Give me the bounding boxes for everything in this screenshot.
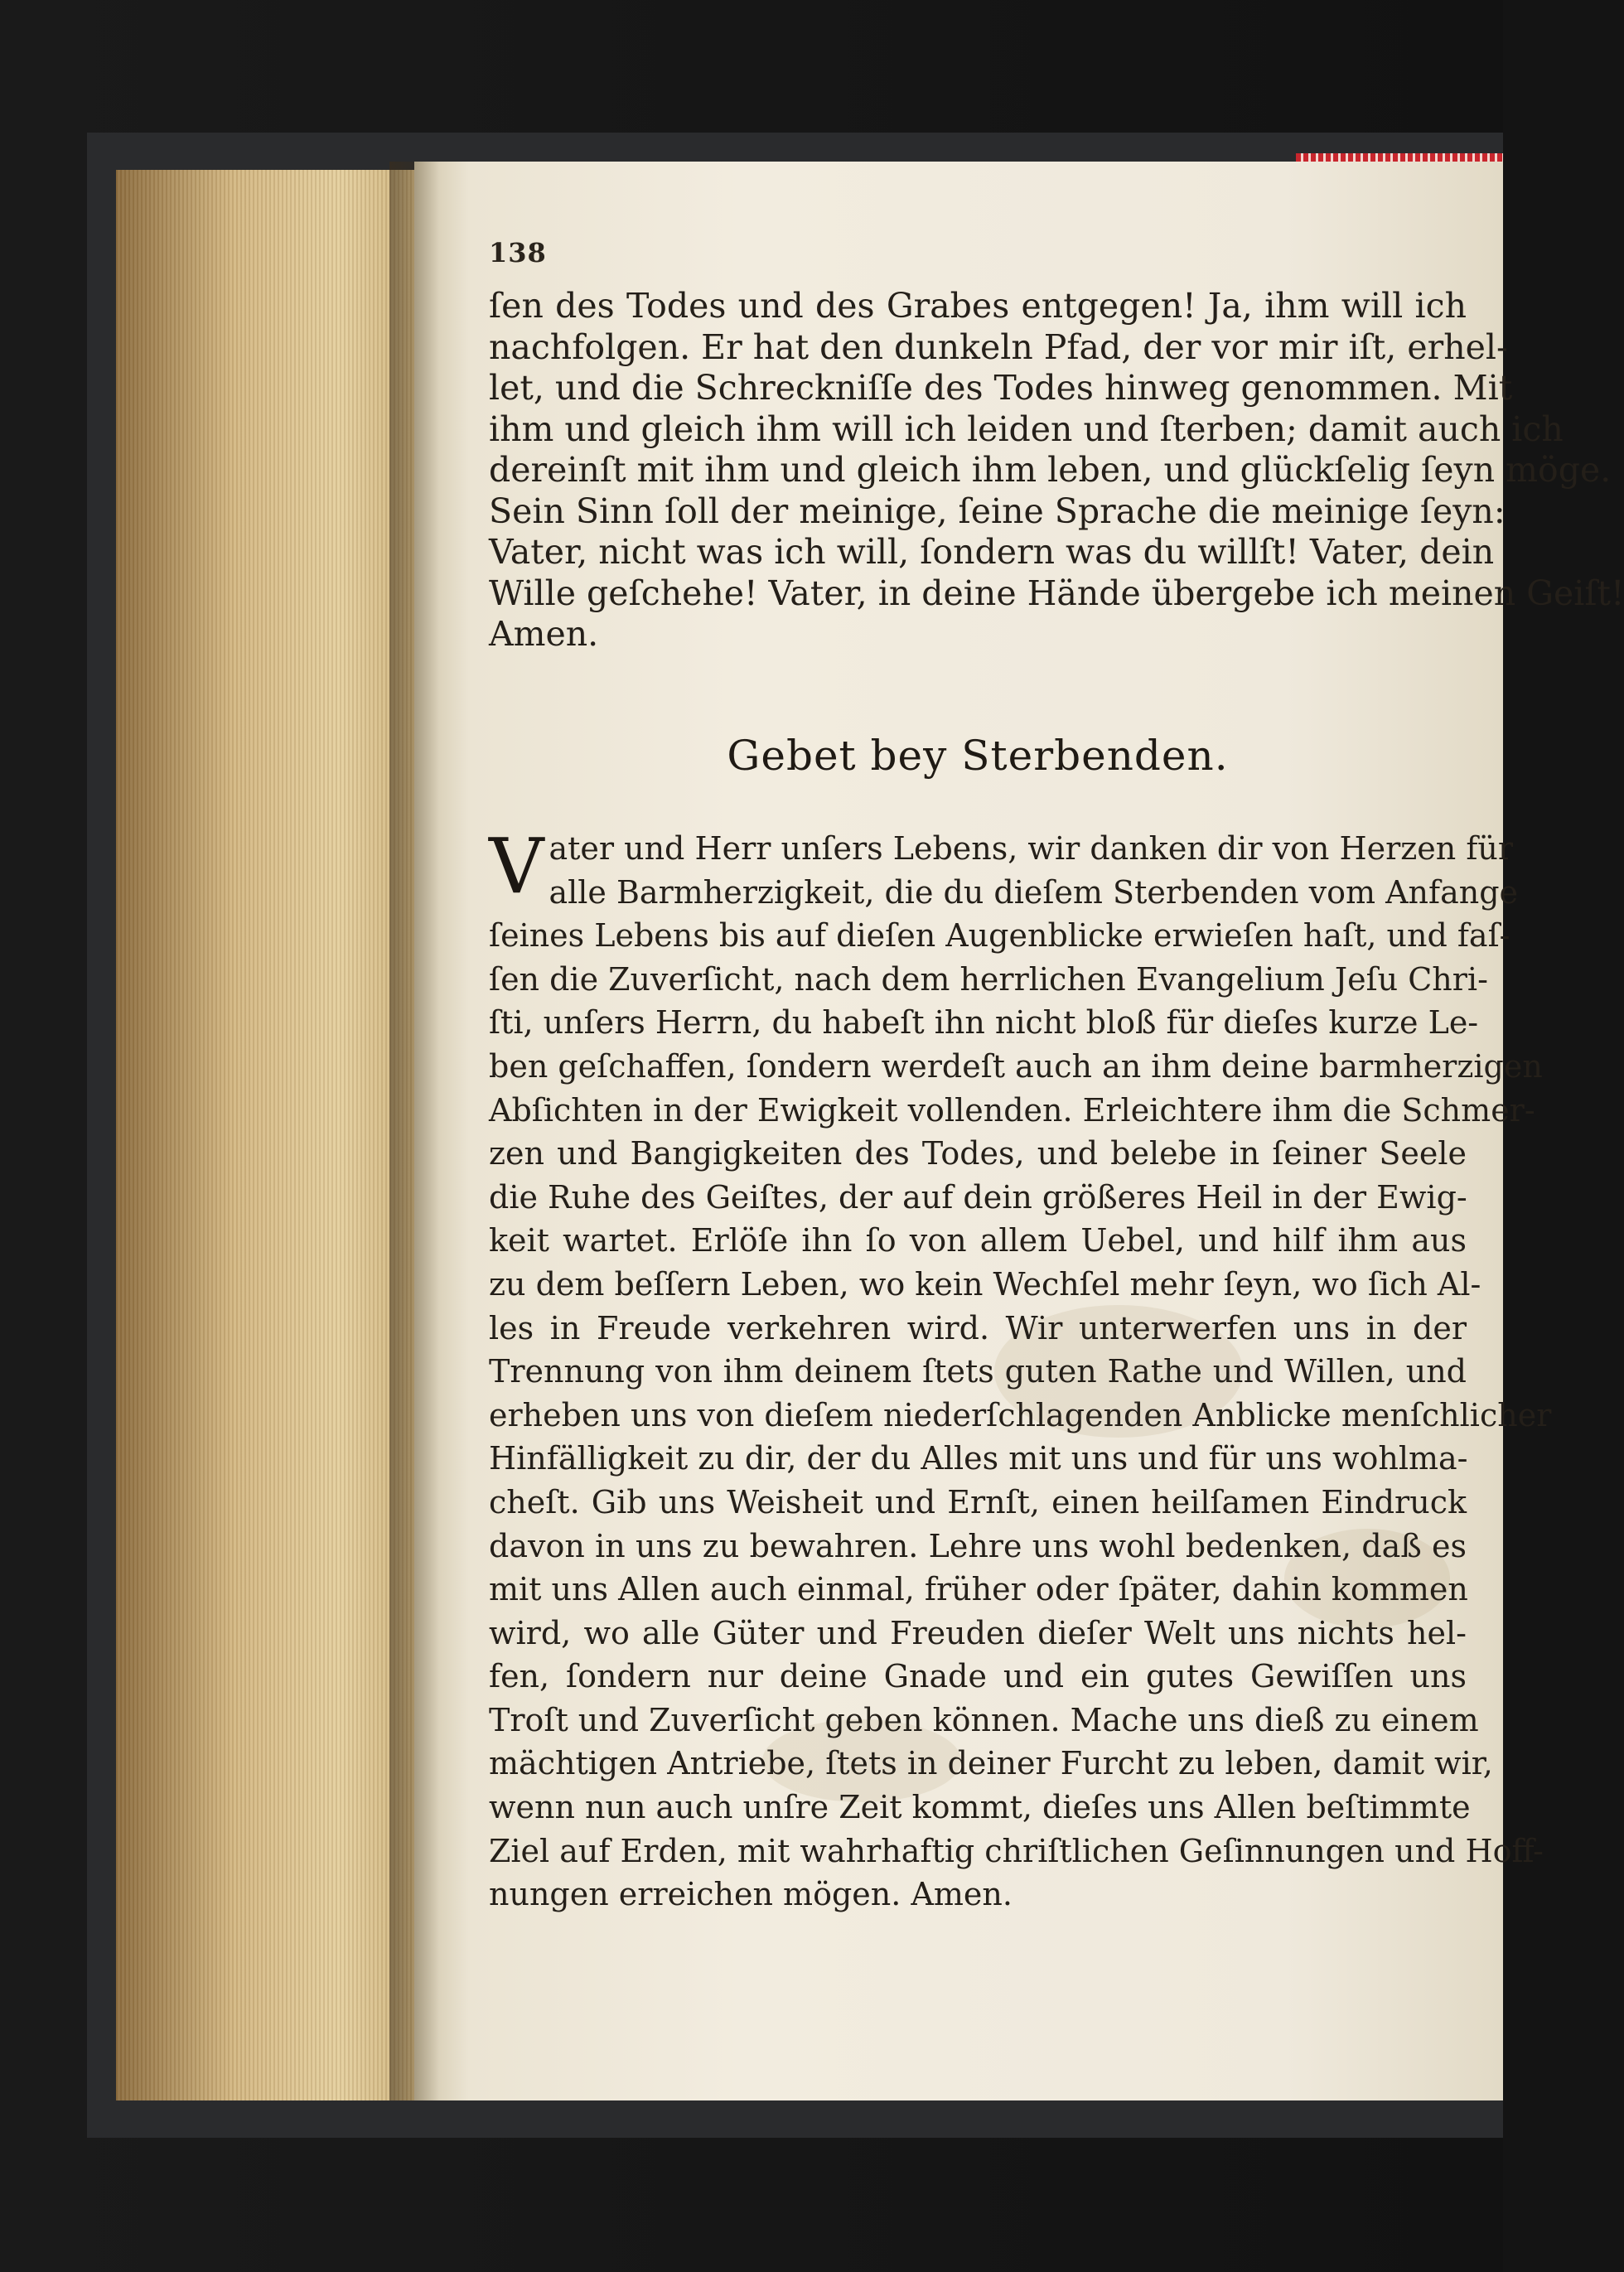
text-line: Sein Sinn ſoll der meinige, ſeine Sprache die meinige ſeyn:	[489, 491, 1506, 531]
prayer-paragraph	[489, 822, 1552, 1917]
text-line: ſti, unſers Herrn, du habeſt ihn nicht bloß für dieſes kurze Le-	[489, 1004, 1479, 1042]
text-line: mächtigen Antriebe, ſtets in deiner Furcht zu leben, damit wir,	[489, 1745, 1493, 1782]
text-line: Hinfälligkeit zu dir, der du Alles mit uns und für uns wohlma-	[489, 1440, 1468, 1477]
text-line: davon in uns zu bewahren. Lehre uns wohl bedenken, daß es	[489, 1527, 1467, 1564]
text-line: erheben uns von dieſem niederſchlagenden Anblicke menſchlicher	[489, 1396, 1552, 1433]
text-line: dereinſt mit ihm und gleich ihm leben, und glückſelig ſeyn möge.	[489, 450, 1612, 490]
text-line: zen und Bangigkeiten des Todes, und belebe in ſeiner Seele	[489, 1135, 1467, 1172]
text-line: ſeines Lebens bis auf dieſen Augenblicke erwieſen haſt, und faſ-	[489, 917, 1510, 955]
text-line: die Ruhe des Geiſtes, der auf dein größeres Heil in der Ewig-	[489, 1178, 1467, 1216]
text-line: nungen erreichen mögen. Amen.	[489, 1876, 1013, 1913]
text-line: Amen.	[489, 614, 599, 654]
text-line: mit uns Allen auch einmal, früher oder ſpäter, dahin kommen	[489, 1571, 1468, 1608]
text-line: ihm und gleich ihm will ich leiden und ſterben; damit auch ich	[489, 408, 1564, 449]
text-line: ater und Herr unſers Lebens, wir danken dir von Herzen für	[549, 830, 1514, 867]
text-line: Ziel auf Erden, mit wahrhaftig chriſtlichen Geſinnungen und Hoff-	[489, 1832, 1544, 1869]
text-line: ben geſchaffen, ſondern werdeſt auch an ihm deine barmherzigen	[489, 1047, 1543, 1085]
text-line: ſen die Zuverſicht, nach dem herrlichen Evangelium Jeſu Chri-	[489, 960, 1488, 998]
page-gutter-shadow	[389, 162, 439, 2100]
text-line: cheſt. Gib uns Weisheit und Ernſt, einen heilſamen Eindruck	[489, 1483, 1467, 1520]
section-heading: Gebet bey Sterbenden.	[727, 732, 1229, 780]
text-line: zu dem beſſern Leben, wo kein Wechſel mehr ſeyn, wo ſich Al-	[489, 1265, 1481, 1303]
text-line: Wille geſchehe! Vater, in deine Hände übergebe ich meinen Geiſt!	[489, 573, 1624, 613]
text-line: alle Barmherzigkeit, die du dieſem Sterbenden vom Anfange	[549, 873, 1519, 911]
text-line: fen, ſondern nur deine Gnade und ein gutes Gewiſſen uns	[489, 1658, 1467, 1695]
page-number: 138	[489, 237, 547, 268]
text-line: wenn nun auch unſre Zeit kommt, dieſes uns Allen beſtimmte	[489, 1789, 1471, 1826]
intro-paragraph	[489, 286, 1624, 655]
text-line: Trennung von ihm deinem ſtets guten Rathe und Willen, und	[489, 1353, 1467, 1390]
text-line: wird, wo alle Güter und Freuden dieſer Welt uns nichts hel-	[489, 1614, 1467, 1651]
text-line: les in Freude verkehren wird. Wir unterwerfen uns in der	[489, 1309, 1467, 1346]
text-line: keit wartet. Erlöſe ihn ſo von allem Uebel, und hilf ihm aus	[489, 1222, 1467, 1259]
text-line: Vater, nicht was ich will, ſondern was du willſt! Vater, dein	[489, 532, 1495, 572]
text-line: ſen des Todes und des Grabes entgegen! Ja, ihm will ich	[489, 286, 1467, 326]
text-line: nachfolgen. Er hat den dunkeln Pfad, der vor mir iſt, erhel-	[489, 326, 1508, 367]
text-line: let, und die Schreckniſſe des Todes hinweg genommen. Mit	[489, 368, 1513, 408]
drop-cap: V	[489, 822, 544, 911]
text-line: Troſt und Zuverſicht geben können. Mache uns dieß zu einem	[489, 1701, 1479, 1738]
page-stack-edge	[116, 170, 414, 2100]
text-line: Abſichten in der Ewigkeit vollenden. Erleichtere ihm die Schmer-	[489, 1091, 1535, 1129]
